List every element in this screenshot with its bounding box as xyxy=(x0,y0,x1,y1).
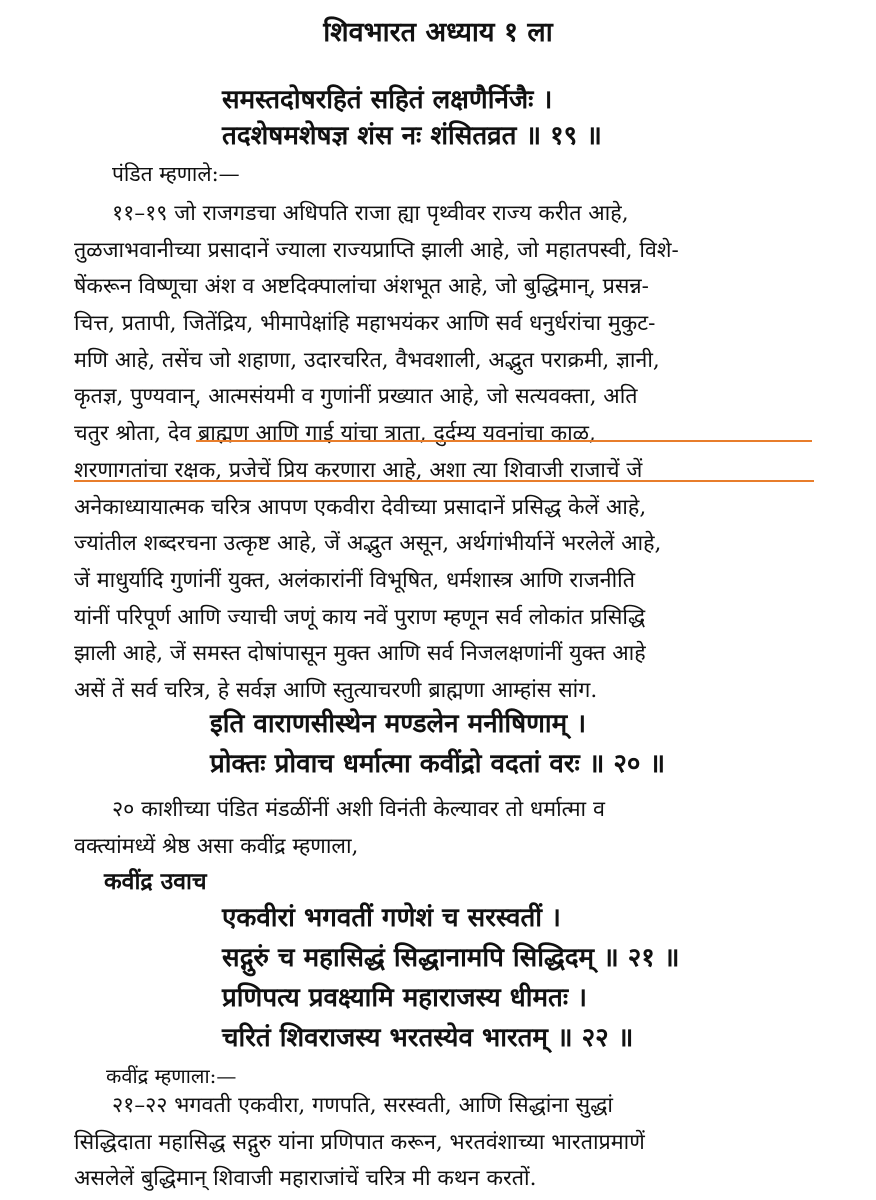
text-line: २० काशीच्या पंडित मंडळींनीं अशी विनंती केल्यावर तो धर्मात्मा व xyxy=(112,797,605,822)
text-line: ११–१९ जो राजगडचा अधिपति राजा ह्या पृथ्वीवर राज्य करीत आहे, xyxy=(112,201,629,226)
text-line: शरणागतांचा रक्षक, प्रजेचें प्रिय करणारा आहे, अशा त्या शिवाजी राजाचें जें xyxy=(74,457,643,483)
text-line: झाली आहे, जें समस्त दोषांपासून मुक्त आणि सर्व निजलक्षणांनीं युक्त आहे xyxy=(74,641,646,667)
section-label-kavindra: कवींद्र म्हणाला:— xyxy=(106,1064,237,1088)
text-line: जें माधुर्यादि गुणांनीं युक्त, अलंकारांनीं विभूषित, धर्मशास्त्र आणि राजनीति xyxy=(74,567,635,593)
section-label-pandit: पंडित म्हणाले:— xyxy=(112,162,240,186)
text-line: अनेकाध्यायात्मक चरित्र आपण एकवीरा देवीच्या प्रसादानें प्रसिद्ध केलें आहे, xyxy=(74,494,647,520)
text-line: तुळजाभवानीच्या प्रसादानें ज्याला राज्यप्राप्ति झाली आहे, जो महातपस्वी, विशे- xyxy=(74,237,679,263)
text-line: षेंकरून विष्णूचा अंश व अष्टदिक्पालांचा अंशभूत आहे, जो बुद्धिमान्, प्रसन्न- xyxy=(74,274,649,300)
text-line: कृतज्ञ, पुण्यवान्, आत्मसंयमी व गुणांनीं प्रख्यात आहे, जो सत्यवक्ता, अति xyxy=(74,384,638,410)
text-line: चतुर श्रोता, देव ब्राह्मण आणि गाई यांचा त्राता, दुर्दम्य यवनांचा काळ, xyxy=(74,421,596,447)
text-line: मणि आहे, तसेंच जो शहाणा, उदारचरित, वैभवशाली, अद्भुत पराक्रमी, ज्ञानी, xyxy=(74,347,660,373)
text-line: यांनीं परिपूर्ण आणि ज्याची जणूं काय नवें पुराण म्हणून सर्व लोकांत प्रसिद्धि xyxy=(74,604,646,630)
text-line: २१–२२ भगवती एकवीरा, गणपति, सरस्वती, आणि सिद्धांना सुद्धां xyxy=(112,1093,613,1118)
text-line: चित्त, प्रतापी, जितेंद्रिय, भीमापेक्षांहि महाभयंकर आणि सर्व धनुर्धरांचा मुकुट- xyxy=(74,311,656,337)
verse-line: चरितं शिवराजस्य भरतस्येव भारतम् ॥ २२ ॥ xyxy=(222,1023,634,1053)
page-header: शिवभारत अध्याय १ ला xyxy=(323,17,553,48)
section-label-kavindra-uvacha: कवींद्र उवाच xyxy=(104,868,207,895)
verse-line: सद्गुरुं च महासिद्धं सिद्धानामपि सिद्धिदम् ॥ २१ ॥ xyxy=(222,943,680,973)
highlight-underline xyxy=(196,440,812,442)
text-line: असलेलें बुद्धिमान् शिवाजी महाराजांचें चरित्र मी कथन करतों. xyxy=(74,1166,537,1192)
verse-line: समस्तदोषरहितं सहितं लक्षणैर्निजैः । xyxy=(222,85,553,115)
verse-line: तदशेषमशेषज्ञ शंस नः शंसितव्रत ॥ १९ ॥ xyxy=(222,121,602,151)
paragraph-2 xyxy=(74,792,820,865)
verse-line: इति वाराणसीस्थेन मण्डलेन मनीषिणाम् । xyxy=(210,709,587,739)
text-line: वक्त्यांमध्यें श्रेष्ठ असा कवींद्र म्हणाला, xyxy=(74,833,359,859)
verse-line: प्रोक्तः प्रोवाच धर्मात्मा कवींद्रो वदतां वरः ॥ २० ॥ xyxy=(210,749,666,779)
text-line: ज्यांतील शब्दरचना उत्कृष्ट आहे, जें अद्भुत असून, अर्थगांभीर्यानें भरलेलें आहे, xyxy=(74,531,662,557)
text-line: सिद्धिदाता महासिद्ध सद्गुरु यांना प्रणिपात करून, भरतवंशाच्या भारताप्रमाणें xyxy=(74,1129,645,1155)
paragraph-1 xyxy=(74,196,820,710)
verse-line: प्रणिपत्य प्रवक्ष्यामि महाराजस्य धीमतः । xyxy=(222,983,587,1013)
verse-line: एकवीरां भगवतीं गणेशं च सरस्वतीं । xyxy=(222,903,561,933)
highlight-underline xyxy=(74,480,814,482)
paragraph-3 xyxy=(74,1088,820,1198)
text-line: असें तें सर्व चरित्र, हे सर्वज्ञ आणि स्तुत्याचरणी ब्राह्मणा आम्हांस सांग. xyxy=(74,677,598,703)
